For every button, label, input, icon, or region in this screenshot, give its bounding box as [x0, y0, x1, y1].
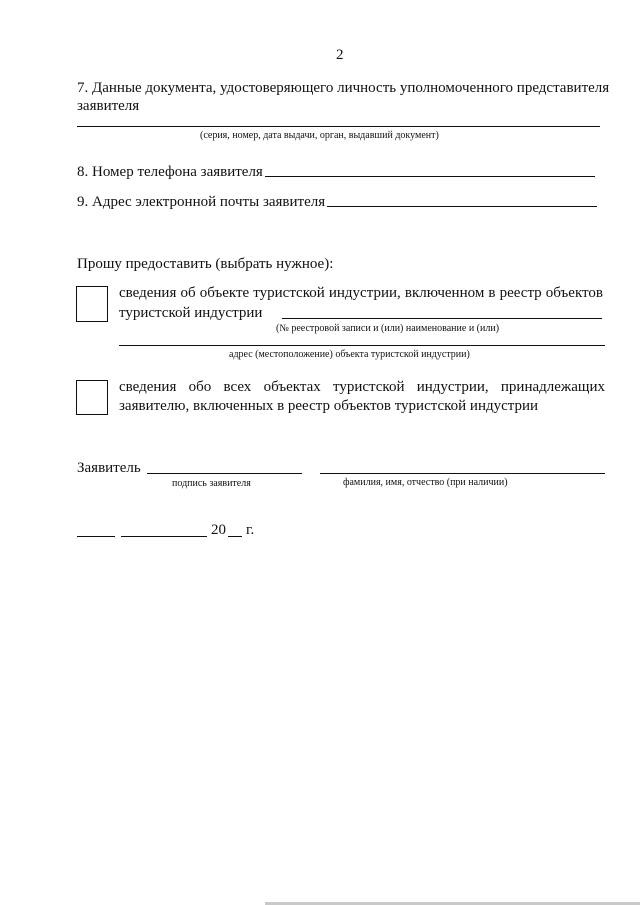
item7-document-field-line[interactable]	[77, 126, 600, 127]
page-number: 2	[336, 47, 344, 63]
option1-text-line1: сведения об объекте туристской индустрии, включенном в реестр объектов	[119, 285, 603, 301]
date-year-prefix: 20	[211, 522, 226, 538]
option1-address-field-line[interactable]	[119, 345, 605, 346]
date-year-field-line[interactable]	[228, 536, 242, 537]
option1-checkbox[interactable]	[76, 286, 108, 322]
option2-checkbox[interactable]	[76, 380, 108, 415]
signature-caption: подпись заявителя	[172, 478, 251, 489]
item7-caption: (серия, номер, дата выдачи, орган, выдавший документ)	[200, 130, 439, 141]
email-field-line[interactable]	[327, 206, 597, 207]
option1-caption2: адрес (местоположение) объекта туристской индустрии)	[229, 349, 470, 360]
full-name-field-line[interactable]	[320, 473, 605, 474]
signature-field-line[interactable]	[147, 473, 302, 474]
item7-label-line2: заявителя	[77, 98, 140, 114]
date-day-field-line[interactable]	[77, 536, 115, 537]
option1-caption1: (№ реестровой записи и (или) наименование и (или)	[276, 323, 500, 334]
date-year-suffix: г.	[246, 522, 255, 538]
item8-label: 8. Номер телефона заявителя	[77, 164, 263, 180]
item7-label-line1: 7. Данные документа, удостоверяющего личность уполномоченного представителя	[77, 80, 610, 96]
date-month-field-line[interactable]	[121, 536, 207, 537]
request-heading: Прошу предоставить (выбрать нужное):	[77, 256, 334, 272]
option1-text-line2: туристской индустрии	[119, 305, 263, 321]
option1-object-field-line[interactable]	[282, 318, 602, 319]
item9-label: 9. Адрес электронной почты заявителя	[77, 194, 326, 210]
applicant-label: Заявитель	[77, 460, 141, 476]
option2-text-line2: заявителю, включенных в реестр объектов туристской индустрии	[119, 398, 539, 414]
option2-text-line1: сведения обо всех объектах туристской индустрии, принадлежащих	[119, 379, 605, 395]
phone-field-line[interactable]	[265, 176, 595, 177]
full-name-caption: фамилия, имя, отчество (при наличии)	[343, 477, 508, 488]
